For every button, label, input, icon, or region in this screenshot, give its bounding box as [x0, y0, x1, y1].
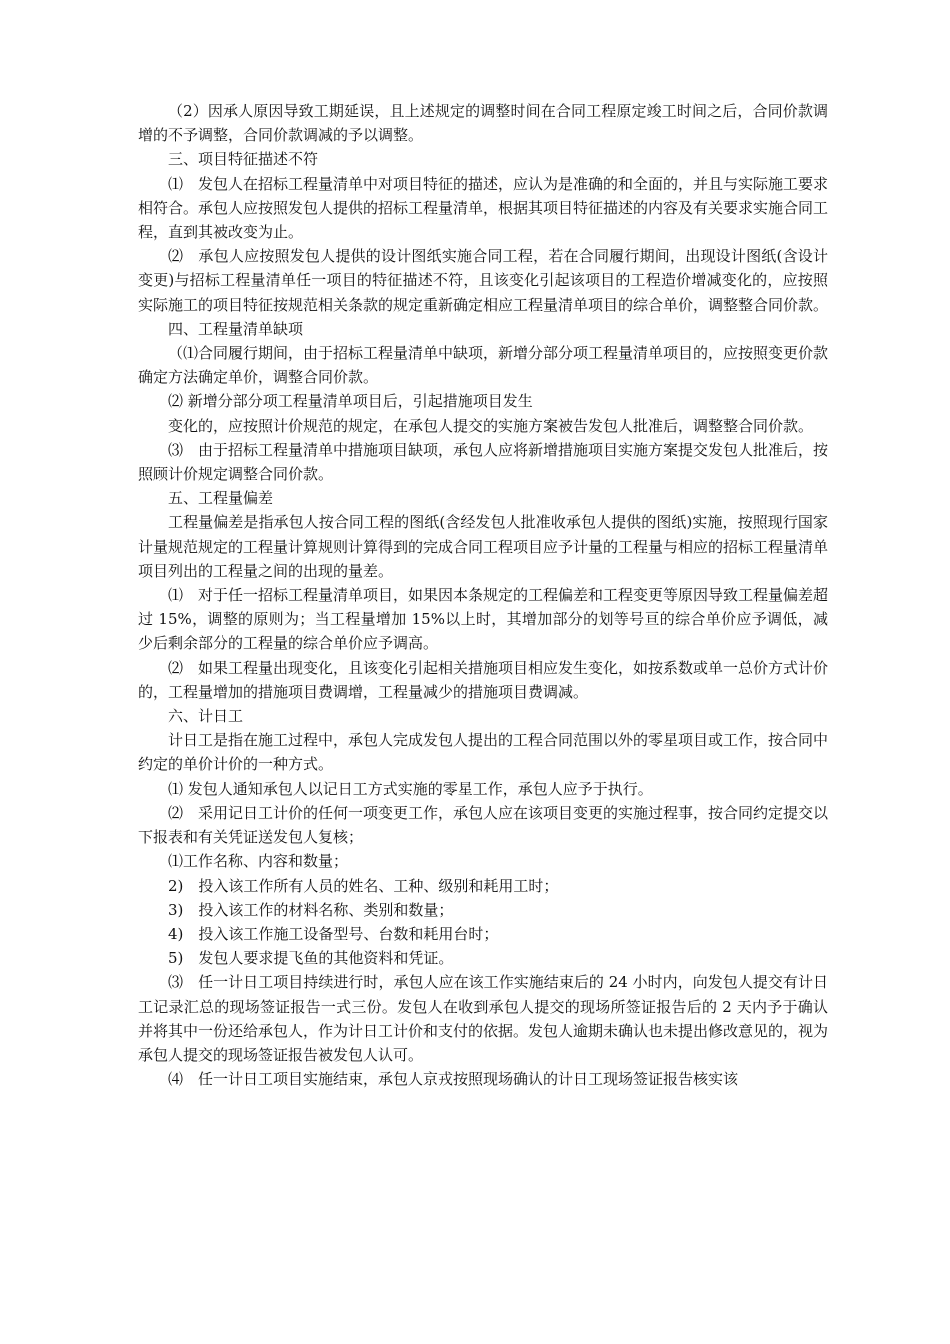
list-item-5: 5) 发包人要求提飞鱼的其他资料和凭证。 [168, 949, 454, 968]
paragraph-deviation-def: 工程量偏差是指承包人按合同工程的图纸(含经发包人批准收承包人提供的图纸)实施，按照现行国家计量规范规定的工程量计算规则计算得到的完成合同工程项目应予计量的工程量与相应的招标工程量清单项目列出的工程量之间的出现的量差。 [138, 513, 829, 580]
paragraph-missing-2: ⑵ 新增分部分项工程量清单项目后，引起措施项目发生 [168, 392, 533, 411]
paragraph-missing-2-cont: 变化的，应按照计价规范的规定，在承包人提交的实施方案被告发包人批准后，调整整合同价款。 [168, 416, 814, 435]
list-item-3: 3) 投入该工作的材料名称、类别和数量； [168, 900, 454, 919]
list-item-1: ⑴工作名称、内容和数量； [168, 852, 349, 871]
section-heading-5: 五、工程量偏差 [168, 489, 274, 508]
document-body [138, 99, 828, 1091]
section-heading-3: 三、项目特征描述不符 [168, 150, 319, 169]
paragraph-missing-3: ⑶ 由于招标工程量清单中措施项目缺项，承包人应将新增措施项目实施方案提交发包人批准后，按照顾计价规定调整合同价款。 [138, 440, 829, 484]
paragraph-feature-1: ⑴ 发包人在招标工程量清单中对项目特征的描述，应认为是准确的和全面的，并且与实际施工要求相符合。承包人应按照发包人提供的招标工程量清单，根据其项目特征描述的内容及有关要求实施合同工程，直到其被改变为止。 [138, 174, 829, 242]
list-item-2: 2) 投入该工作所有人员的姓名、工种、级别和耗用工时； [168, 876, 559, 895]
paragraph-dayworks-def: 计日工是指在施工过程中，承包人完成发包人提出的工程合同范围以外的零星项目或工作，按合同中约定的单价计价的一种方式。 [138, 731, 829, 774]
paragraph-deviation-2: ⑵ 如果工程量出现变化，且该变化引起相关措施项目相应发生变化，如按系数或单一总价方式计价的，工程量增加的措施项目费调增，工程量减少的措施项目费调减。 [138, 658, 829, 701]
paragraph-missing-1: （⑴合同履行期间，由于招标工程量清单中缺项，新增分部分项工程量清单项目的，应按照变更价款确定方法确定单价，调整合同价款。 [138, 344, 829, 387]
paragraph-deviation-1: ⑴ 对于任一招标工程量清单项目，如果因本条规定的工程偏差和工程变更等原因导致工程量偏差超过 15%，调整的原则为；当工程量增加 15%以上时，其增加部分的划等号亘的综合单价应予调低，减少后剩余部分的工程量的综合单价应予调高。 [138, 586, 829, 653]
paragraph-dayworks-4: ⑷ 任一计日工项目实施结束，承包人京戎按照现场确认的计日工现场签证报告核实该 [168, 1070, 739, 1089]
paragraph-dayworks-2: ⑵ 采用记日工计价的任何一项变更工作，承包人应在该项目变更的实施过程事，按合同约定提交以下报表和有关凭证送发包人复核； [138, 803, 829, 847]
list-item-4: 4) 投入该工作施工设备型号、台数和耗用台时； [168, 924, 499, 943]
section-heading-6: 六、计日工 [168, 707, 244, 726]
paragraph-feature-2: ⑵ 承包人应按照发包人提供的设计图纸实施合同工程，若在合同履行期间，出现设计图纸(含设计变更)与招标工程量清单任一项目的特征描述不符，且该变化引起该项目的工程造价增减变化的，应按照实际施工的项目特征按规范相关条款的规定重新确定相应工程量清单项目的综合单价，调整整合同价款。 [138, 247, 829, 314]
section-heading-4: 四、工程量清单缺项 [168, 319, 304, 338]
paragraph-dayworks-1: ⑴ 发包人通知承包人以记日工方式实施的零星工作，承包人应予于执行。 [168, 779, 653, 798]
paragraph-dayworks-3: ⑶ 任一计日工项目持续进行时，承包人应在该工作实施结束后的 24 小时内，向发包人提交有计日工记录汇总的现场签证报告一式三份。发包人在收到承包人提交的现场所签证报告后的 2 天内予于确认并将其中一份还给承包人，作为计日工计价和支付的依据。发包人逾期未确认也未提出修改意见的，视为承包人提交的现场签证报告被发包人认可。 [138, 973, 829, 1064]
paragraph-delay-clause: （2）因承人原因导致工期延误，且上述规定的调整时间在合同工程原定竣工时间之后，合同价款调增的不予调整，合同价款调减的予以调整。 [138, 102, 828, 145]
